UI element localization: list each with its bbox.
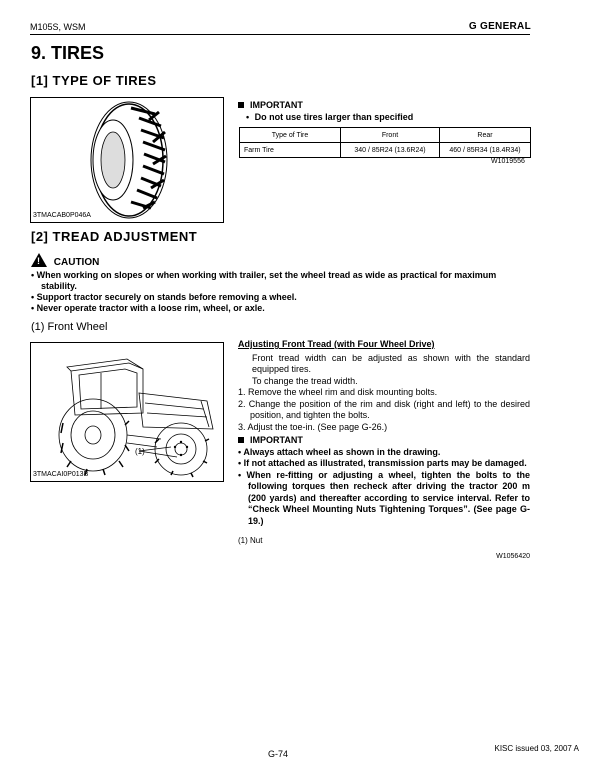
procedure-step: 2. Change the position of the rim and disk (right and left) to the desired position, and tighten the bolts. <box>238 398 530 420</box>
caution-label: CAUTION <box>53 257 100 268</box>
list-item: • When working on slopes or when working with trailer, set the wheel tread as wide as practical for maximum stability. <box>31 270 497 291</box>
square-bullet-icon <box>238 437 244 443</box>
figure-code-tire: 3TMACAB0P046A <box>33 212 91 219</box>
important-heading-tread <box>238 435 530 447</box>
important-item-text: Do not use tires larger than specified <box>254 112 414 122</box>
table-cell: 340 / 85R24 (13.6R24) <box>341 143 440 158</box>
tractor-figure <box>30 342 224 482</box>
caution-list <box>31 270 531 314</box>
important-label: IMPORTANT <box>250 100 303 110</box>
subsection-type-of-tires: [1] TYPE OF TIRES <box>31 73 157 88</box>
list-item: • When re-fitting or adjusting a wheel, tighten the bolts to the following torques then recheck after driving the tractor 200 m (200 yards) and thereafter according to service interval. Refer to “Check Wheel Mounting Nuts Tightening Torques”. (See page G-19.) <box>238 469 530 526</box>
table-header-row <box>240 128 531 143</box>
table-header-cell: Rear <box>440 128 531 143</box>
tire-figure <box>30 97 224 223</box>
table-cell: 460 / 85R34 (18.4R34) <box>440 143 531 158</box>
table-header-cell: Front <box>341 128 440 143</box>
table-header-cell: Type of Tire <box>240 128 341 143</box>
figure-callout-1: (1) <box>135 447 145 456</box>
list-item: • Never operate tractor with a loose rim, wheel, or axle. <box>31 303 265 313</box>
procedure-intro-2: To change the tread width. <box>252 375 358 386</box>
important-item-tires <box>246 112 413 122</box>
table-row <box>240 143 531 158</box>
square-bullet-icon <box>238 102 244 108</box>
procedure-step: 3. Adjust the toe-in. (See page G-26.) <box>238 421 388 432</box>
list-item: • Always attach wheel as shown in the drawing. <box>238 446 441 457</box>
tire-spec-table <box>239 127 531 158</box>
header-divider <box>30 34 530 35</box>
header-section: G GENERAL <box>468 21 531 32</box>
warning-triangle-icon: ! <box>31 253 47 267</box>
header-model: M105S, WSM <box>30 22 86 32</box>
bullet-icon: • <box>246 112 250 122</box>
tread-procedure <box>238 339 530 562</box>
ref-code-tires: W1019556 <box>491 158 525 165</box>
important-heading-tires <box>238 100 303 110</box>
tractor-illustration <box>31 343 223 481</box>
list-item: • Support tractor securely on stands before removing a wheel. <box>31 292 297 302</box>
section-title: 9. TIRES <box>31 43 105 63</box>
procedure-title: Adjusting Front Tread (with Four Wheel Drive) <box>238 339 435 349</box>
figure-code-tractor: 3TMACAI0P013B <box>33 471 89 478</box>
issue-code: KISC issued 03, 2007 A <box>494 744 579 753</box>
procedure-step: 1. Remove the wheel rim and disk mounting bolts. <box>238 387 438 397</box>
subsection-tread-adjustment: [2] TREAD ADJUSTMENT <box>31 229 198 244</box>
procedure-intro: Front tread width can be adjusted as shown with the standard equipped tires. <box>252 352 530 374</box>
caution-heading <box>31 253 99 268</box>
list-item: • If not attached as illustrated, transmission parts may be damaged. <box>238 458 527 468</box>
front-wheel-heading: (1) Front Wheel <box>31 321 108 333</box>
figure-legend: (1) Nut <box>238 536 263 545</box>
page-number: G-74 <box>268 749 289 759</box>
important-label: IMPORTANT <box>250 435 303 445</box>
table-cell: Farm Tire <box>240 143 341 158</box>
ref-code-tread: W1056420 <box>496 552 530 560</box>
tire-illustration <box>31 98 223 222</box>
